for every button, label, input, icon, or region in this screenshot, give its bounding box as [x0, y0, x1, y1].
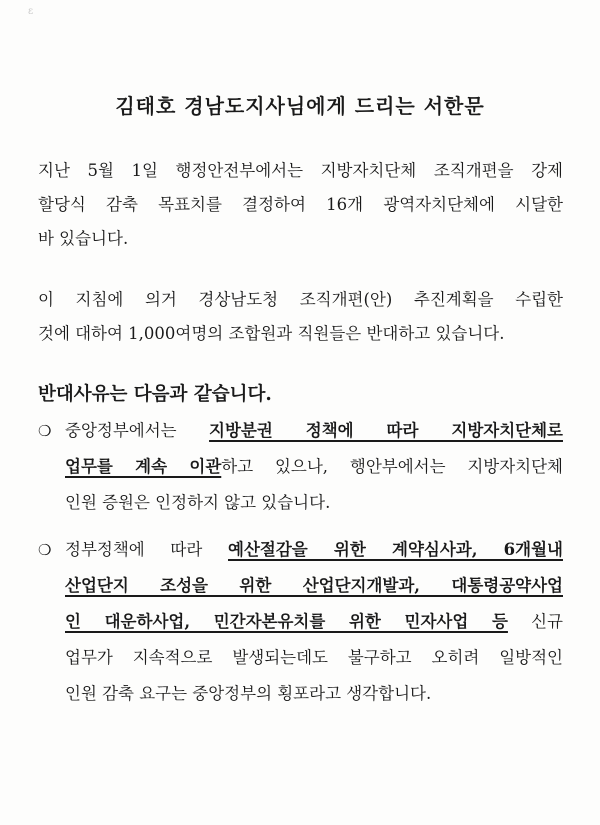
reason-2-line-1 — [65, 532, 563, 568]
reason-2-line-4: 업무가 지속적으로 발생되는데도 불구하고 오히려 일방적인 — [65, 648, 563, 667]
paragraph-1 — [38, 154, 563, 256]
reason-2-text: 정부정책에 따라 — [65, 540, 229, 559]
paragraph-1-line-1: 지난 5월 1일 행정안전부에서는 지방자치단체 조직개편을 강제 — [38, 161, 563, 180]
reason-1-emphasis: 업무를 계속 이관 — [65, 457, 222, 476]
bullet-circle-icon: ❍ — [38, 541, 52, 559]
reason-2-emphasis: 예산절감을 위한 계약심사과, 6개월내 — [228, 540, 563, 559]
reason-1-emphasis: 지방분권 정책에 따라 지방자치단체로 — [209, 421, 563, 440]
reason-1-line-1 — [65, 413, 563, 449]
letter-title: 김태호 경남도지사님에게 드리는 서한문 — [115, 94, 485, 118]
reason-2-text: 신규 — [507, 612, 563, 631]
reason-1-line-2 — [65, 449, 563, 485]
paragraph-2-line-1: 이 지침에 의거 경상남도청 조직개편(안) 추진계획을 수립한 — [38, 290, 563, 309]
reason-item-2 — [38, 532, 563, 712]
reason-1-text: 하고 있으나, 행안부에서는 지방자치단체 — [221, 457, 563, 476]
reason-2-emphasis: 산업단지 조성을 위한 산업단지개발과, 대통령공약사업 — [65, 576, 563, 595]
reason-2-line-5: 인원 감축 요구는 중앙정부의 횡포라고 생각합니다. — [65, 684, 432, 703]
paragraph-1-line-2: 할당식 감축 목표치를 결정하여 16개 광역자치단체에 시달한 — [38, 195, 563, 214]
bullet-circle-icon: ❍ — [38, 422, 52, 440]
reasons-heading: 반대사유는 다음과 같습니다. — [38, 384, 272, 405]
paragraph-1-line-3: 바 있습니다. — [38, 229, 129, 248]
paragraph-2-line-2: 것에 대하여 1,000여명의 조합원과 직원들은 반대하고 있습니다. — [38, 324, 505, 343]
reason-1-text: 중앙정부에서는 — [65, 421, 210, 440]
reason-1-line-3: 인원 증원은 인정하지 않고 있습니다. — [65, 493, 331, 512]
reason-2-line-3 — [65, 604, 563, 640]
reason-2-line-2 — [65, 568, 563, 604]
paragraph-2 — [38, 283, 563, 351]
reason-2-emphasis: 인 대운하사업, 민간자본유치를 위한 민자사업 등 — [65, 612, 508, 631]
scan-speck: ε — [28, 6, 34, 17]
reason-item-1 — [38, 413, 563, 521]
